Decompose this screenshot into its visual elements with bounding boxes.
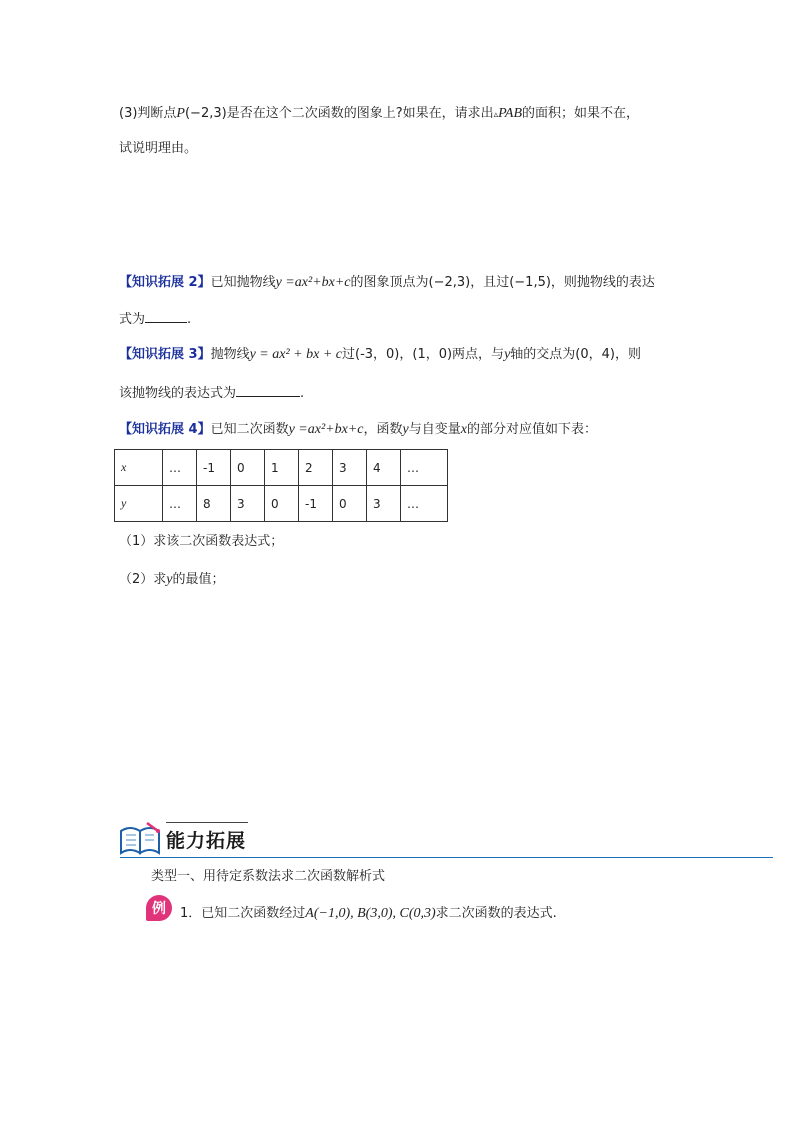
ext2-tag: 【知识拓展 2】 <box>119 275 211 290</box>
triangle-pab: PAB <box>498 106 522 121</box>
section-underline <box>120 857 773 858</box>
table-cell: 8 <box>197 486 231 522</box>
ext4-text-b: ，函数 <box>363 422 403 437</box>
ext4-sub2-b: 的最值； <box>172 572 225 587</box>
ext4-text-d: 的部分对应值如下表： <box>466 422 597 437</box>
table-cell: 3 <box>231 486 265 522</box>
ext3-answer-blank[interactable] <box>236 382 300 397</box>
ext3-line2 <box>119 382 304 401</box>
q3-line1 <box>119 102 639 122</box>
ext3-period: . <box>300 386 305 401</box>
table-cell: 2 <box>299 450 333 486</box>
example-text-b: 求二次函数的表达式. <box>435 906 557 921</box>
section-title: 能力拓展 <box>166 830 247 852</box>
q3-line2: 试说明理由。 <box>119 141 198 156</box>
q3-text-a: (3)判断点 <box>119 106 177 121</box>
ext4-x: x <box>460 422 467 437</box>
example-text-a: 1．已知二次函数经过 <box>180 906 306 921</box>
table-cell: 0 <box>333 486 367 522</box>
ext4-sub2-a: （2）求 <box>119 572 167 587</box>
point-p: P <box>176 106 185 121</box>
table-cell: 3 <box>333 450 367 486</box>
ext3-tag: 【知识拓展 3】 <box>119 347 211 362</box>
book-icon <box>118 819 164 857</box>
ext4-y: y <box>402 422 409 437</box>
ext2-text-a: 已知抛物线 <box>210 275 276 290</box>
ext3-y: y <box>504 347 511 362</box>
q3-text-c: 的面积；如果不在， <box>522 106 640 121</box>
ext2-answer-prompt: 式为 <box>119 312 146 327</box>
table-cell: 1 <box>265 450 299 486</box>
table-row-x <box>115 450 448 486</box>
example-1 <box>180 902 557 922</box>
table-cell: 3 <box>367 486 401 522</box>
ext3-text-c: 轴的交点为(0，4)，则 <box>510 347 641 362</box>
ext2-text-b: 的图象顶点为(−2,3)，且过(−1,5)，则抛物线的表达 <box>350 275 655 290</box>
ext2-line2 <box>119 308 191 327</box>
table-cell: … <box>401 486 448 522</box>
ext3-text-b: 过(-3，0)，(1，0)两点，与 <box>342 347 505 362</box>
table-cell: … <box>401 450 448 486</box>
ext4-sub2 <box>119 568 225 588</box>
ext4-sub1: （1）求该二次函数表达式； <box>119 534 284 549</box>
ext4-formula: y =ax²+bx+c <box>288 422 364 437</box>
table-cell: 4 <box>367 450 401 486</box>
ext2-line1 <box>119 271 655 291</box>
ext3-line1 <box>119 343 641 363</box>
type-line: 类型一、用待定系数法求二次函数解析式 <box>151 869 386 884</box>
ext3-answer-prompt: 该抛物线的表达式为 <box>119 386 237 401</box>
triangle-symbol: ▵ <box>493 110 499 120</box>
value-table <box>114 449 448 522</box>
table-cell: -1 <box>197 450 231 486</box>
table-cell: y <box>115 486 163 522</box>
section-top-rule <box>166 822 248 823</box>
table-cell: … <box>163 450 197 486</box>
table-cell: x <box>115 450 163 486</box>
table-cell: 0 <box>231 450 265 486</box>
ext2-formula: y =ax²+bx+c <box>275 275 351 290</box>
ext3-formula: y = ax² + bx + c <box>249 347 342 362</box>
example-points: A(−1,0), B(3,0), C(0,3) <box>305 906 436 921</box>
ext2-answer-blank[interactable] <box>145 308 187 323</box>
q3-text-b: 是否在这个二次函数的图象上?如果在，请求出 <box>226 106 494 121</box>
ext4-text-a: 已知二次函数 <box>210 422 289 437</box>
point-p-coords: (−2,3) <box>184 106 227 121</box>
ext2-period: . <box>187 312 192 327</box>
ext4-sub2-y: y <box>166 572 173 587</box>
ext4-tag: 【知识拓展 4】 <box>119 422 211 437</box>
example-badge: 例 <box>146 895 172 921</box>
table-cell: 0 <box>265 486 299 522</box>
ext3-text-a: 抛物线 <box>210 347 250 362</box>
ext4-line1 <box>119 418 597 438</box>
table-cell: -1 <box>299 486 333 522</box>
table-cell: … <box>163 486 197 522</box>
table-row-y <box>115 486 448 522</box>
ext4-text-c: 与自变量 <box>408 422 461 437</box>
